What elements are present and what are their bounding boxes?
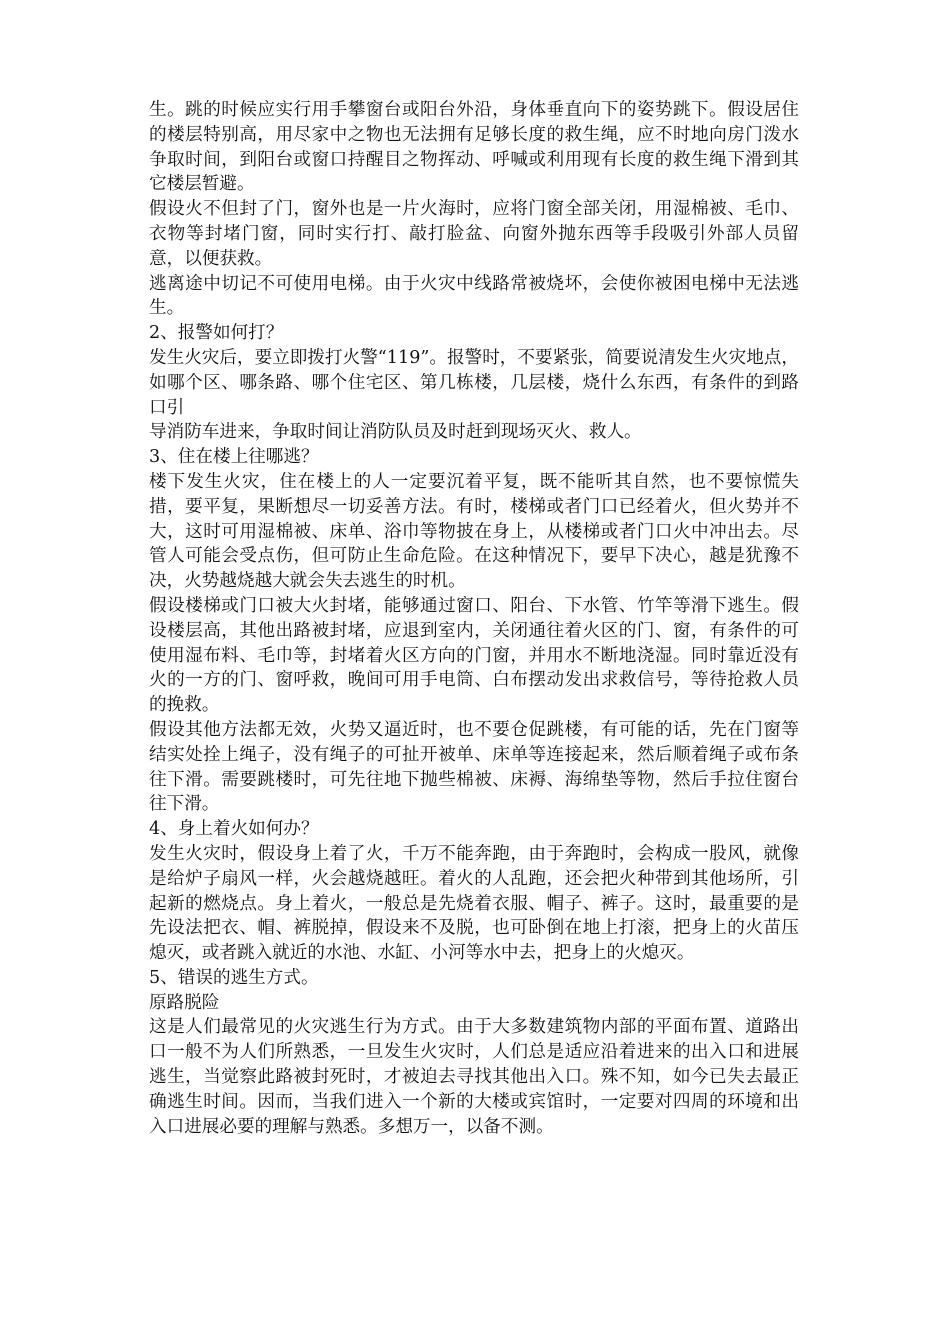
paragraph: 逃离途中切记不可使用电梯。由于火灾中线路常被烧坏，会使你被困电梯中无法逃生。 [149, 273, 799, 319]
paragraph: 发生火灾时，假设身上着了火，千万不能奔跑，由于奔跑时，会构成一股风，就像是给炉子扇风一样，火会越烧越旺。着火的人乱跑，还会把火种带到其他场所，引起新的燃烧点。身上着火，一般总是先烧着衣服、帽子、裤子。这时，最重要的是先设法把衣、帽、裤脱掉，假设来不及脱，也可卧倒在地上打滚，把身上的火苗压熄灭，或者跳入就近的水池、水缸、小河等水中去，把身上的火熄灭。 [149, 843, 799, 964]
paragraph: 生。跳的时候应实行用手攀窗台或阳台外沿，身体垂直向下的姿势跳下。假设居住的楼层特别高，用尽家中之物也无法拥有足够长度的救生绳，应不时地向房门泼水争取时间，到阳台或窗口持醒目之物挥动、呼喊或利用现有长度的救生绳下滑到其它楼层暂避。 [149, 100, 799, 195]
paragraph: 楼下发生火灾，住在楼上的人一定要沉着平复，既不能听其自然，也不要惊慌失措，要平复，果断想尽一切妥善方法。有时，楼梯或者门口已经着火，但火势并不大，这时可用湿棉被、床单、浴巾等物披在身上，从楼梯或者门口火中冲出去。尽管人可能会受点伤，但可防止生命危险。在这种情况下，要早下决心，越是犹豫不决，火势越烧越大就会失去逃生的时机。 [149, 471, 799, 592]
section-heading: 3、住在楼上往哪逃？ [149, 447, 319, 468]
paragraph: 发生火灾后，要立即拨打火警“119”。报警时，不要紧张，简要说清发生火灾地点，如哪个区、哪条路、哪个住宅区、第几栋楼，几层楼，烧什么东西，有条件的到路口引 [149, 347, 799, 418]
paragraph: 假设其他方法都无效，火势又逼近时，也不要仓促跳楼，有可能的话，先在门窗等结实处拴上绳子，没有绳子的可扯开被单、床单等连接起来，然后顺着绳子或布条往下滑。需要跳楼时，可先往地下抛些棉被、床褥、海绵垫等物，然后手拉住窗台往下滑。 [149, 719, 799, 815]
section-heading: 4、身上着火如何办？ [149, 819, 319, 840]
paragraph: 这是人们最常见的火灾逃生行为方式。由于大多数建筑物内部的平面布置、道路出口一般不为人们所熟悉，一旦发生火灾时，人们总是适应沿着进来的出入口和进展逃生，当觉察此路被封死时，才被迫去寻找其他出入口。殊不知，如今已失去最正确逃生时间。因而，当我们进入一个新的大楼或宾馆时，一定要对四周的环境和出入口进展必要的理解与熟悉。多想万一，以备不测。 [149, 1017, 799, 1137]
paragraph: 假设楼梯或门口被大火封堵，能够通过窗口、阳台、下水管、竹竿等滑下逃生。假设楼层高，其他出路被封堵，应退到室内，关闭通往着火区的门、窗，有条件的可使用湿布料、毛巾等，封堵着火区方向的门窗，并用水不断地浇湿。同时靠近没有火的一方的门、窗呼救，晚间可用手电筒、白布摆动发出求救信号，等待抢救人员的挽救。 [149, 595, 799, 716]
section-heading: 5、错误的逃生方式。 [149, 967, 319, 988]
paragraph: 导消防车进来，争取时间让消防队员及时赶到现场灭火、救人。 [149, 422, 642, 443]
subheading: 原路脱险 [149, 992, 220, 1013]
section-heading: 2、报警如何打？ [149, 323, 284, 344]
paragraph: 假设火不但封了门，窗外也是一片火海时，应将门窗全部关闭，用湿棉被、毛巾、衣物等封堵门窗，同时实行打、敲打脸盆、向窗外抛东西等手段吸引外部人员留意，以便获救。 [149, 199, 799, 269]
document-page [149, 98, 799, 1139]
